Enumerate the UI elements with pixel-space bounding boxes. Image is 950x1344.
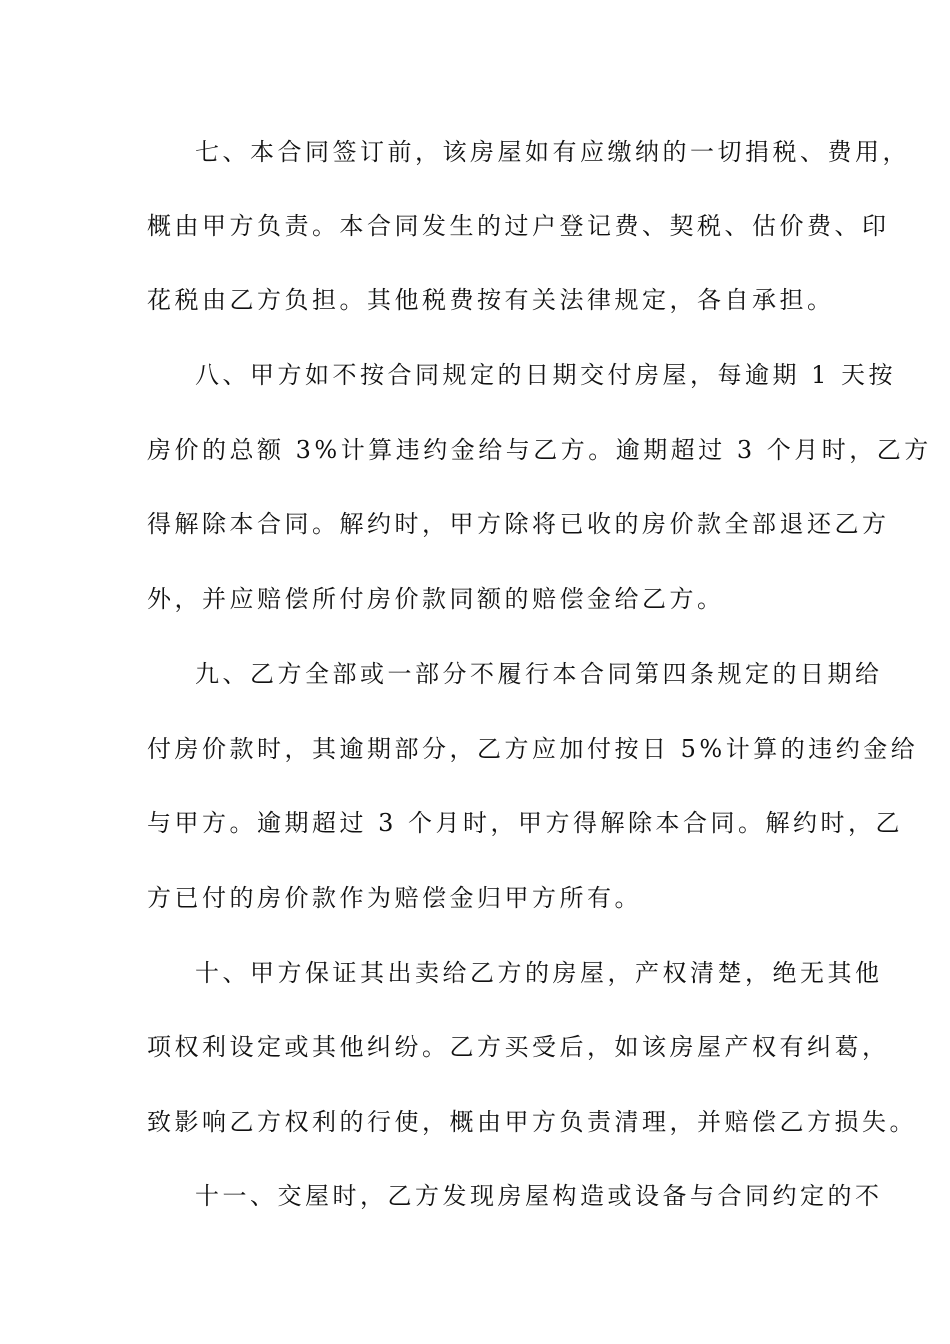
clause-10-line-1: 十、甲方保证其出卖给乙方的房屋，产权清楚，绝无其他 [195, 959, 883, 987]
clause-7-line-3: 花税由乙方负担。其他税费按有关法律规定，各自承担。 [147, 286, 835, 314]
clause-9-line-3: 与甲方。逾期超过 3 个月时，甲方得解除本合同。解约时，乙 [147, 809, 904, 837]
clause-8-line-2: 房价的总额 3%计算违约金给与乙方。逾期超过 3 个月时，乙方 [147, 436, 932, 464]
clause-8-line-1: 八、甲方如不按合同规定的日期交付房屋，每逾期 1 天按 [195, 361, 897, 389]
clause-10-line-3: 致影响乙方权利的行使，概由甲方负责清理，并赔偿乙方损失。 [147, 1108, 917, 1136]
clause-9-line-2: 付房价款时，其逾期部分，乙方应加付按日 5%计算的违约金给 [147, 735, 919, 763]
clause-8-line-4: 外，并应赔偿所付房价款同额的赔偿金给乙方。 [147, 585, 725, 613]
clause-10-line-2: 项权利设定或其他纠纷。乙方买受后，如该房屋产权有纠葛， [147, 1033, 890, 1061]
clause-11-line-1: 十一、交屋时，乙方发现房屋构造或设备与合同约定的不 [195, 1182, 883, 1210]
clause-7-line-2: 概由甲方负责。本合同发生的过户登记费、契税、估价费、印 [147, 212, 890, 240]
clause-8-line-3: 得解除本合同。解约时，甲方除将已收的房价款全部退还乙方 [147, 510, 890, 538]
clause-9-line-4: 方已付的房价款作为赔偿金归甲方所有。 [147, 884, 642, 912]
clause-7-line-1: 七、本合同签订前，该房屋如有应缴纳的一切捐税、费用， [195, 138, 910, 166]
clause-9-line-1: 九、乙方全部或一部分不履行本合同第四条规定的日期给 [195, 660, 883, 688]
